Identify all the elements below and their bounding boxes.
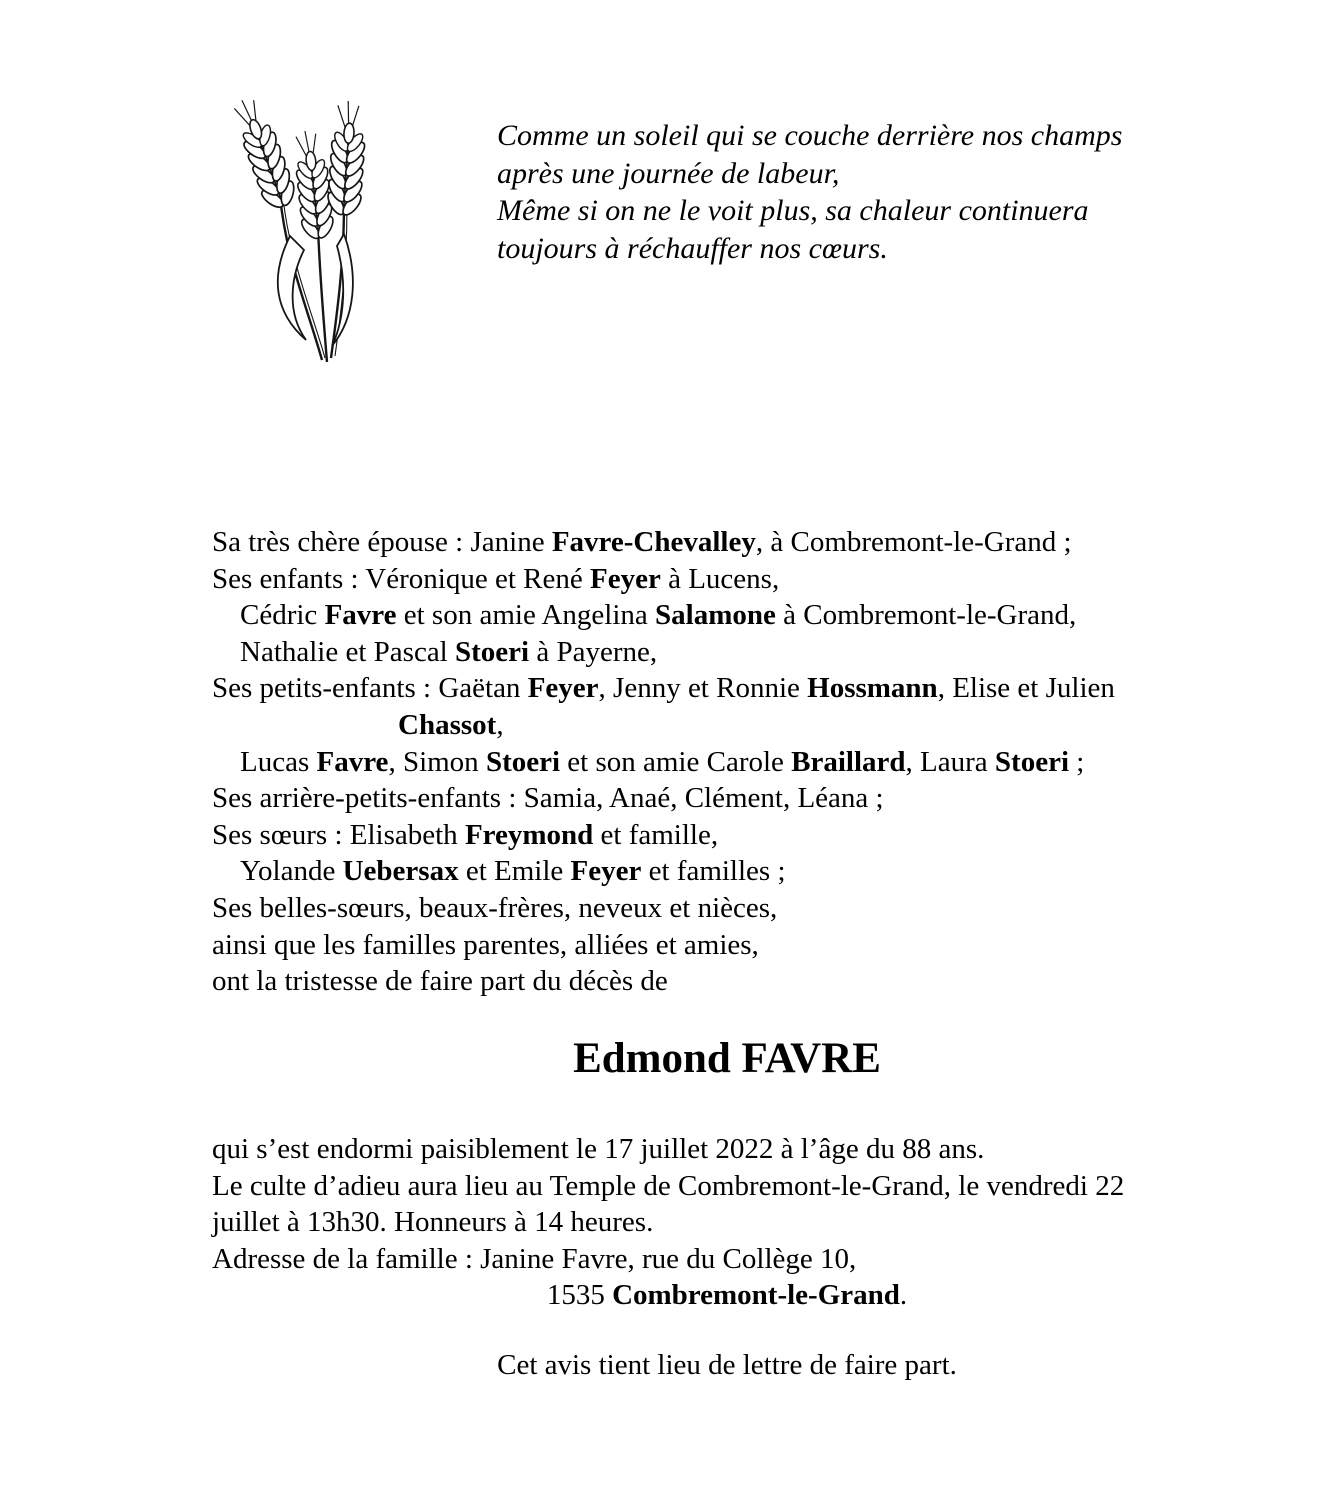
text-line (212, 1168, 1242, 1205)
text-line (497, 117, 1122, 155)
text-line (497, 192, 1122, 230)
text-segment: . (899, 1279, 908, 1312)
family-name-bold: Freymond (464, 818, 594, 851)
text-line (212, 597, 1115, 634)
text-line (212, 1277, 1242, 1314)
family-name-bold: Combremont-le-Grand (612, 1279, 900, 1312)
family-name-bold: Hossmann (807, 672, 938, 705)
text-segment: ont la tristesse de faire part du décès de (212, 965, 668, 998)
text-segment: et Emile (458, 855, 571, 888)
text-segment: 1535 (546, 1279, 613, 1312)
text-segment: Ses belles-sœurs, beaux-frères, neveux et nièces, (212, 891, 778, 924)
text-segment: , Jenny et Ronnie (598, 672, 808, 705)
family-name-bold: Favre (316, 745, 389, 778)
family-name-bold: Stoeri (485, 745, 561, 778)
closing-note: Cet avis tient lieu de lettre de faire part. (497, 1349, 957, 1381)
text-segment: Lucas (240, 745, 317, 778)
text-segment: Sa très chère épouse : Janine (212, 526, 552, 558)
text-line (212, 927, 1115, 964)
text-segment: Le culte d’adieu aura lieu au Temple de Combremont-le-Grand, le vendredi 22 (212, 1169, 1125, 1202)
text-segment: à Combremont-le-Grand, (775, 599, 1077, 632)
text-line (212, 780, 1115, 817)
text-segment: ; (1069, 745, 1085, 778)
text-segment: après une journée de labeur, (497, 156, 840, 190)
text-line (212, 890, 1115, 927)
family-name-bold: Favre-Chevalley (551, 526, 756, 558)
deceased-name: Edmond FAVRE (573, 1035, 881, 1082)
text-line (212, 817, 1115, 854)
text-segment: , à Combremont-le-Grand ; (755, 526, 1072, 558)
text-segment: Adresse de la famille : Janine Favre, rue du Collège 10, (212, 1242, 857, 1275)
text-line (212, 707, 1115, 744)
text-segment: et famille, (593, 818, 719, 851)
family-name-bold: Braillard (791, 745, 906, 778)
text-line (212, 744, 1115, 781)
text-line (212, 1204, 1242, 1241)
text-segment: Yolande (240, 855, 343, 888)
text-line (212, 1241, 1242, 1278)
family-name-bold: Stoeri (994, 745, 1070, 778)
ceremony-details (212, 1131, 1242, 1314)
text-line (212, 853, 1115, 890)
text-segment: , Simon (388, 745, 486, 778)
text-line (212, 634, 1115, 671)
text-segment: , Elise et Julien (937, 672, 1115, 705)
text-line (497, 230, 1122, 268)
text-segment: , Laura (905, 745, 995, 778)
text-line (212, 524, 1115, 561)
text-segment: toujours à réchauffer nos cœurs. (497, 231, 888, 265)
family-name-bold: Chassot (398, 708, 497, 741)
text-segment: Ses arrière-petits-enfants : Samia, Anaé, Clément, Léana ; (212, 782, 884, 815)
text-segment: , (496, 708, 504, 741)
text-segment: Cédric (240, 599, 325, 632)
text-segment: juillet à 13h30. Honneurs à 14 heures. (212, 1206, 654, 1239)
family-name-bold: Feyer (589, 562, 661, 595)
family-name-bold: Stoeri (455, 635, 530, 668)
epitaph-quote (497, 117, 1122, 267)
text-segment: ainsi que les familles parentes, alliées et amies, (212, 928, 759, 961)
text-segment: et son amie Angelina (396, 599, 656, 632)
text-line (212, 670, 1115, 707)
text-segment: et son amie Carole (560, 745, 792, 778)
text-segment: à Payerne, (529, 635, 658, 668)
family-name-bold: Feyer (570, 855, 642, 888)
family-name-bold: Uebersax (342, 855, 459, 888)
family-name-bold: Salamone (655, 599, 776, 632)
wheat-ears-illustration (234, 78, 368, 368)
text-segment: Nathalie et Pascal (240, 635, 455, 668)
text-segment: Ses enfants : Véronique et René (212, 562, 590, 595)
text-segment: Ses petits-enfants : Gaëtan (212, 672, 528, 705)
text-line (212, 1131, 1242, 1168)
text-segment: et familles ; (641, 855, 786, 888)
family-list (212, 524, 1115, 1000)
text-line (212, 561, 1115, 598)
family-name-bold: Favre (324, 599, 397, 632)
text-segment: Comme un soleil qui se couche derrière nos champs (497, 119, 1123, 152)
text-line (212, 963, 1115, 1000)
text-segment: Ses sœurs : Elisabeth (212, 818, 465, 851)
family-name-bold: Feyer (527, 672, 599, 705)
text-line (497, 155, 1122, 193)
text-segment: qui s’est endormi paisiblement le 17 juillet 2022 à l’âge du 88 ans. (212, 1133, 985, 1165)
text-segment: à Lucens, (660, 562, 780, 595)
text-segment: Même si on ne le voit plus, sa chaleur continuera (497, 194, 1089, 227)
